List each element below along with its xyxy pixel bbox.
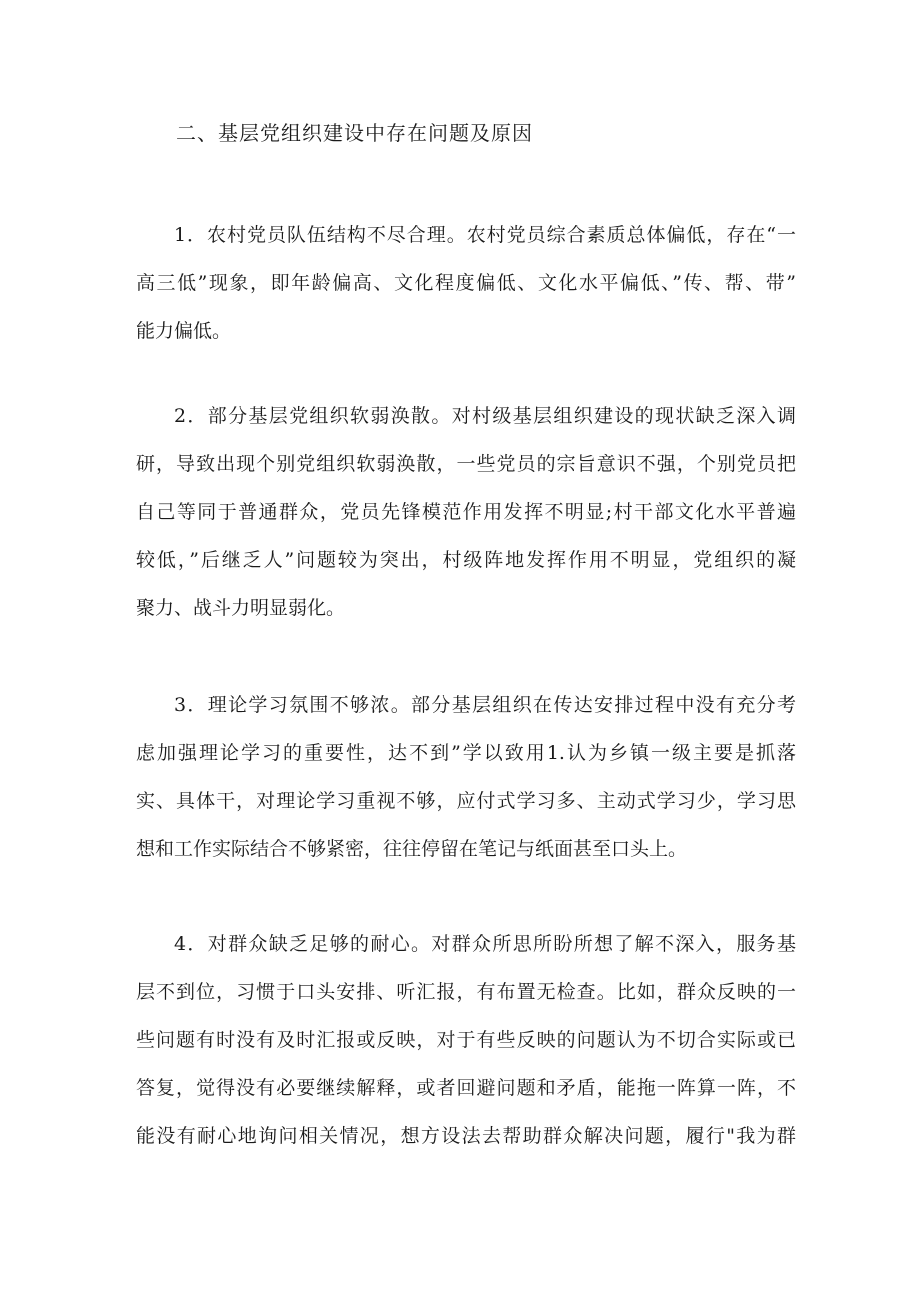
paragraph-line: 能没有耐心地询问相关情况，想方设法去帮助群众解决问题，履行"我为群 — [136, 1125, 796, 1147]
section-heading: 二、基层党组织建设中存在问题及原因 — [176, 121, 533, 145]
paragraph-line: 1．农村党员队伍结构不尽合理。农村党员综合素质总体偏低，存在“一 — [174, 224, 796, 246]
paragraph-line: 想和工作实际结合不够紧密，往往停留在笔记与纸面甚至口头上。 — [136, 838, 688, 860]
paragraph-line: 3．理论学习氛围不够浓。部分基层组织在传达安排过程中没有充分考 — [174, 694, 796, 716]
paragraph-line: 自己等同于普通群众，党员先锋模范作用发挥不明显;村干部文化水平普遍 — [136, 501, 796, 523]
paragraph-line: 实、具体干，对理论学习重视不够，应付式学习多、主动式学习少，学习思 — [136, 790, 796, 812]
paragraph-line: 能力偏低。 — [136, 320, 232, 342]
paragraph-line: 虑加强理论学习的重要性，达不到”学以致用1.认为乡镇一级主要是抓落 — [136, 742, 796, 764]
paragraph-2 — [136, 392, 796, 632]
paragraph-line: 4．对群众缺乏足够的耐心。对群众所思所盼所想了解不深入，服务基 — [174, 933, 796, 955]
paragraph-line: 高三低”现象，即年龄偏高、文化程度偏低、文化水平偏低、”传、帮、带” — [136, 272, 796, 294]
paragraph-4 — [136, 920, 796, 1160]
paragraph-line: 些问题有时没有及时汇报或反映，对于有些反映的问题认为不切合实际或已 — [136, 1029, 796, 1051]
paragraph-line: 层不到位，习惯于口头安排、听汇报，有布置无检查。比如，群众反映的一 — [136, 981, 796, 1003]
paragraph-line: 研，导致出现个别党组织软弱涣散，一些党员的宗旨意识不强，个别党员把 — [136, 453, 796, 475]
paragraph-line: 较低，”后继乏人”问题较为突出，村级阵地发挥作用不明显，党组织的凝 — [136, 549, 796, 571]
paragraph-line: 聚力、战斗力明显弱化。 — [136, 597, 346, 619]
paragraph-line: 2．部分基层党组织软弱涣散。对村级基层组织建设的现状缺乏深入调 — [174, 405, 796, 427]
paragraph-1 — [136, 211, 796, 355]
paragraph-3 — [136, 681, 796, 873]
paragraph-line: 答复，觉得没有必要继续解释，或者回避问题和矛盾，能拖一阵算一阵，不 — [136, 1077, 796, 1099]
